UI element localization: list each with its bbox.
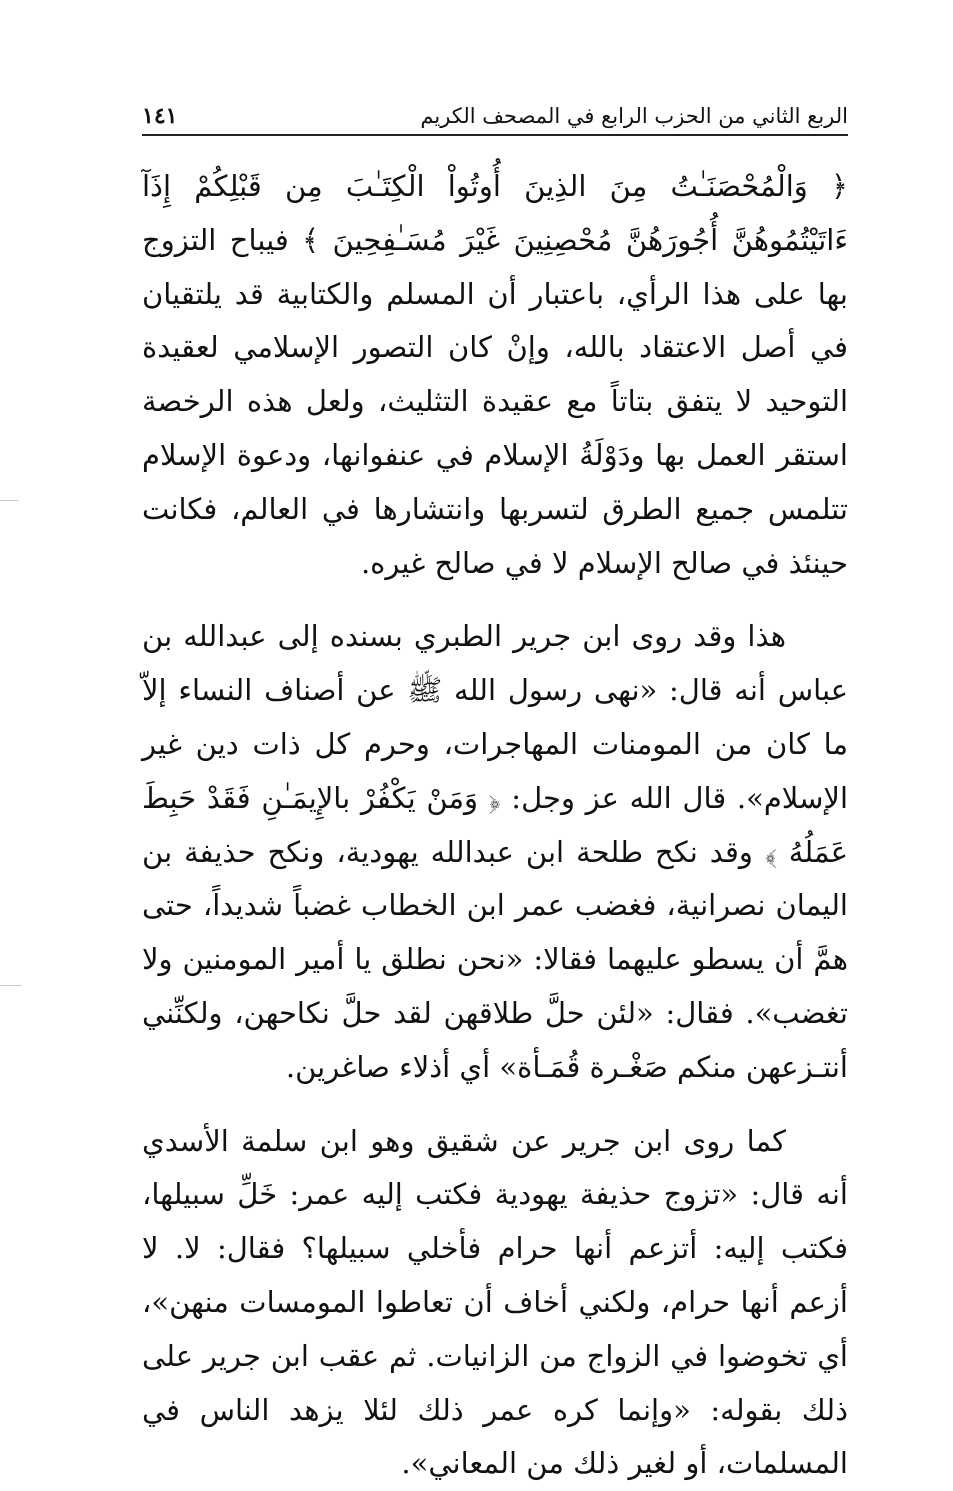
body-text [142, 160, 848, 1491]
page-number: ١٤١ [142, 103, 178, 129]
scan-margin-mark [0, 985, 22, 986]
paragraph-3: كما روى ابن جرير عن شقيق وهو ابن سلمة الأسدي أنه قال: «تزوج حذيفة يهودية فكتب إليه عمر: خَلِّ سبيلها، فكتب إليه: أتزعم أنها حرام فأخلي سبيلها؟ فقال: لا. لا أزعم أنها حرام، ولكني أخاف أن تعاطوا المومسات منهن»، أي تخوضوا في الزواج من الزانيات. ثم عقب ابن جرير على ذلك بقوله: «وإنما كره عمر ذلك لئلا يزهد الناس في المسلمات، أو لغير ذلك من المعاني». [142, 1123, 848, 1481]
paragraph-2: هذا وقد روى ابن جرير الطبري بسنده إلى عبدالله بن عباس أنه قال: «نهى رسول الله ﷺ عن أصناف النساء إلاّ ما كان من المومنات المهاجرات، وحرم كل ذات دين غير الإسلام». قال الله عز وجل: ﴿ وَمَنْ يَكْفُرْ بالإِيمَـٰنِ فَقَدْ حَبِطَ عَمَلُهُ ﴾ وقد نكح طلحة ابن عبدالله يهودية، ونكح حذيفة بن اليمان نصرانية، فغضب عمر ابن الخطاب غضباً شديداً، حتى همَّ أن يسطو عليهما فقالا: «نحن نطلق يا أمير المومنين ولا تغضب». فقال: «لئن حلَّ طلاقهن لقد حلَّ نكاحهن، ولكنِّني أنتـزعهن منكم صَغْـرة قُمَـأة» أي أذلاء صاغرين. [142, 619, 848, 1084]
scan-margin-mark [0, 500, 18, 501]
running-header-title: الربع الثاني من الحزب الرابع في المصحف الكريم [420, 104, 848, 128]
running-header [142, 96, 848, 136]
paragraph-1: ﴿ وَالْمُحْصَنَـٰتُ مِنَ الذِينَ أُوتُواْ الْكِتَـٰبَ مِن قَبْلِكُمْ إِذَآ ءَاتَيْتُمُوهُنَّ أُجُورَهُنَّ مُحْصِنِينَ غَيْرَ مُسَـٰفِحِينَ ﴾ فيباح التزوج بها على هذا الرأي، باعتبار أن المسلم والكتابية قد يلتقيان في أصل الاعتقاد بالله، وإنْ كان التصور الإسلامي لعقيدة التوحيد لا يتفق بتاتاً مع عقيدة التثليث، ولعل هذه الرخصة استقر العمل بها ودَوْلَةُ الإسلام في عنفوانها، ودعوة الإسلام تتلمس جميع الطرق لتسربها وانتشارها في العالم، فكانت حينئذ في صالح الإسلام لا في صالح غيره. [142, 169, 848, 580]
